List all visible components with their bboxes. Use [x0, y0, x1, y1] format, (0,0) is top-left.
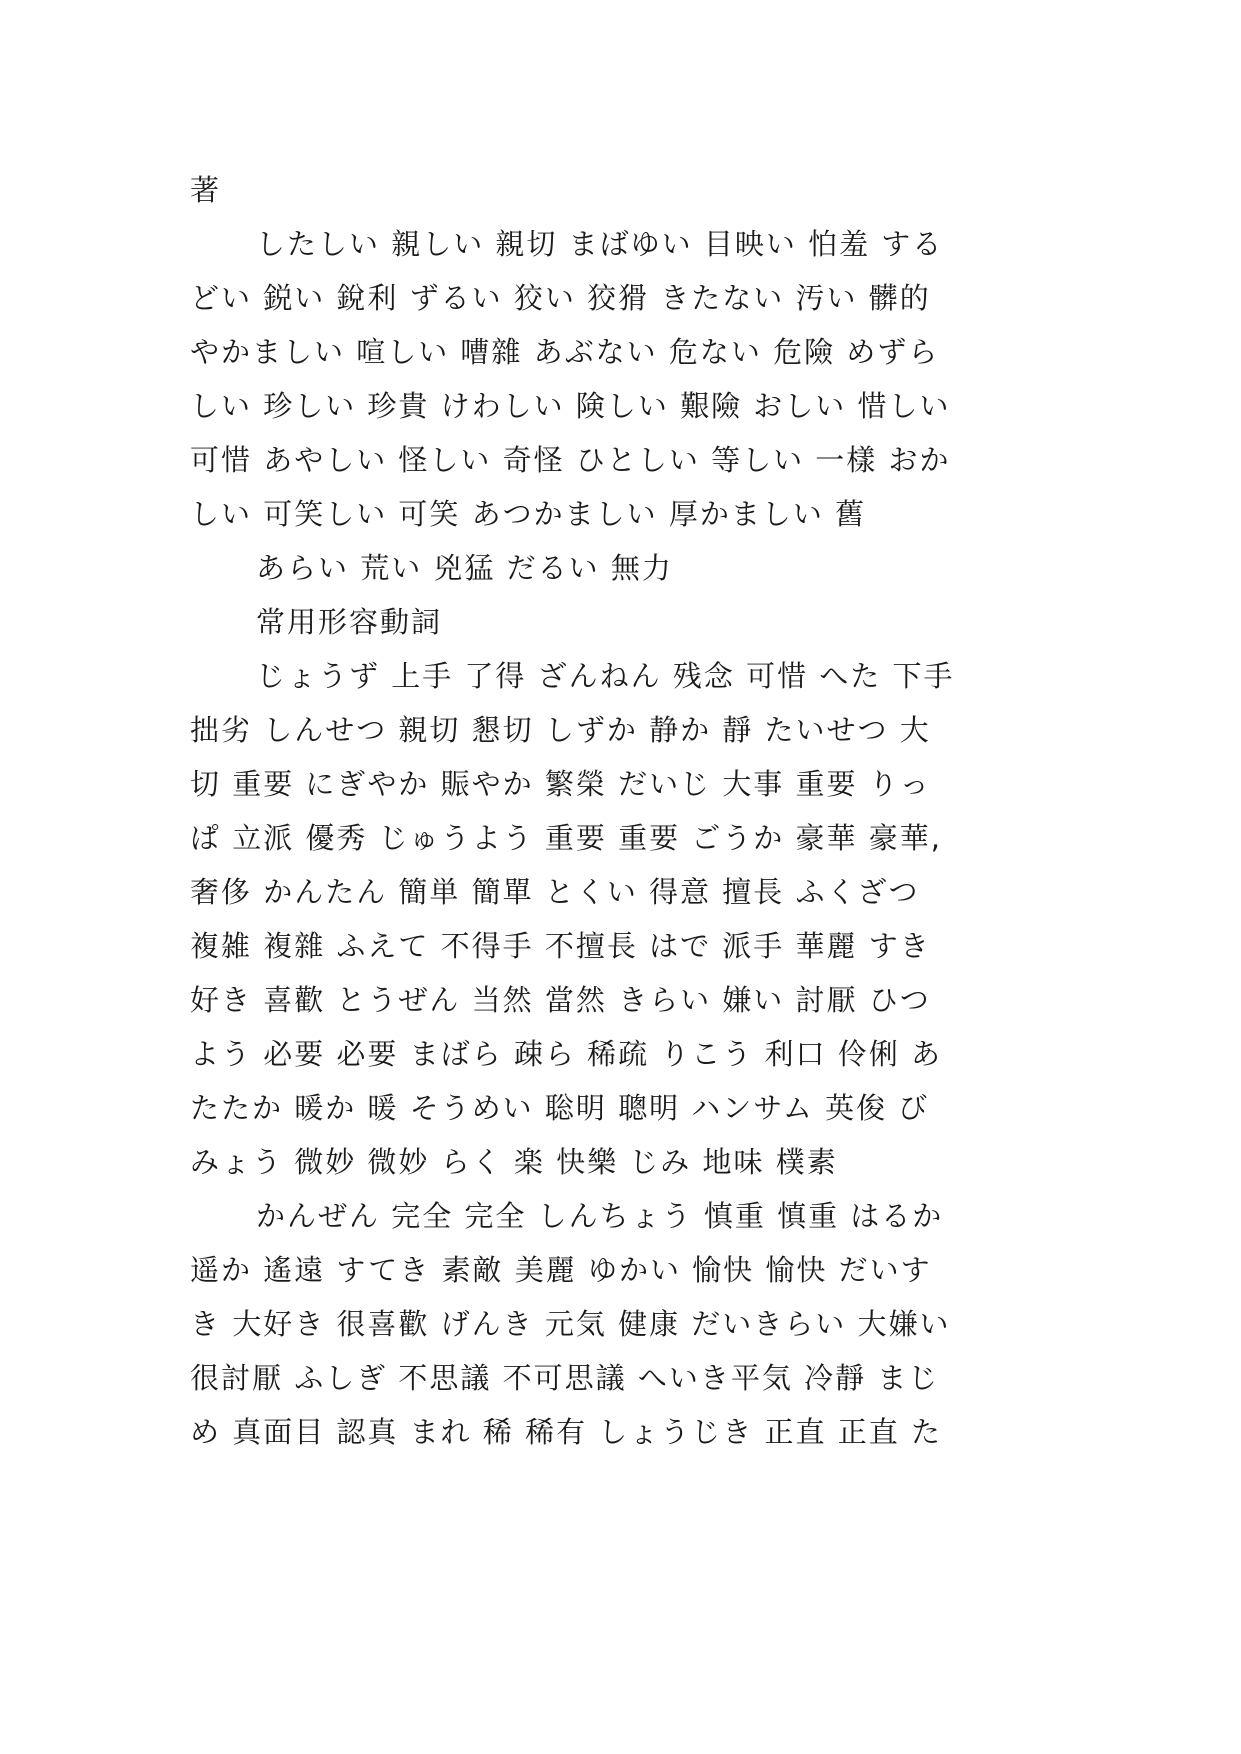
text-line-12: 切 重要 にぎやか 賑やか 繁榮 だいじ 大事 重要 りっ [190, 767, 931, 801]
text-line-10: じょうず 上手 了得 ざんねん 残念 可惜 へた 下手 [256, 659, 955, 693]
text-line-7: しい 可笑しい 可笑 あつかましい 厚かましい 舊 [190, 497, 867, 531]
text-line-11: 拙劣 しんせつ 親切 懇切 しずか 静か 靜 たいせつ 大 [190, 713, 931, 747]
text-line-17: よう 必要 必要 まばら 疎ら 稀疏 りこう 利口 伶俐 あ [190, 1037, 942, 1071]
text-line-19: みょう 微妙 微妙 らく 楽 快樂 じみ 地味 樸素 [190, 1145, 838, 1179]
text-line-1: 著 [190, 173, 222, 207]
text-line-20: かんぜん 完全 完全 しんちょう 慎重 慎重 はるか [256, 1199, 944, 1233]
section-heading: 常用形容動詞 [256, 605, 443, 639]
text-line-3: どい 鋭い 銳利 ずるい 狡い 狡猾 きたない 汚い 髒的 [190, 281, 931, 315]
text-line-15: 複雑 複雜 ふえて 不得手 不擅長 はで 派手 華麗 すき [190, 929, 931, 963]
text-line-13: ぱ 立派 優秀 じゅうよう 重要 重要 ごうか 豪華 豪華, [190, 821, 942, 855]
text-line-16: 好き 喜歡 とうぜん 当然 當然 きらい 嫌い 討厭 ひつ [190, 983, 931, 1017]
text-line-22: き 大好き 很喜歡 げんき 元気 健康 だいきらい 大嫌い [190, 1307, 951, 1341]
text-line-5: しい 珍しい 珍貴 けわしい 険しい 艱險 おしい 惜しい [190, 389, 951, 423]
text-line-18: たたか 暖か 暖 そうめい 聡明 聰明 ハンサム 英俊 び [190, 1091, 930, 1125]
text-line-2: したしい 親しい 親切 まばゆい 目映い 怕羞 する [256, 227, 944, 261]
text-line-23: 很討厭 ふしぎ 不思議 不可思議 へいき平気 冷靜 まじ [190, 1361, 940, 1395]
text-line-8: あらい 荒い 兇猛 だるい 無力 [256, 551, 673, 585]
text-line-21: 遥か 遙遠 すてき 素敵 美麗 ゆかい 愉快 愉快 だいす [190, 1253, 932, 1287]
text-line-4: やかましい 喧しい 嘈雜 あぶない 危ない 危險 めずら [190, 335, 940, 369]
text-line-14: 奢侈 かんたん 簡単 簡單 とくい 得意 擅長 ふくざつ [190, 875, 920, 909]
text-line-6: 可惜 あやしい 怪しい 奇怪 ひとしい 等しい 一樣 おか [190, 443, 951, 477]
text-line-24: め 真面目 認真 まれ 稀 稀有 しょうじき 正直 正直 た [190, 1415, 942, 1449]
